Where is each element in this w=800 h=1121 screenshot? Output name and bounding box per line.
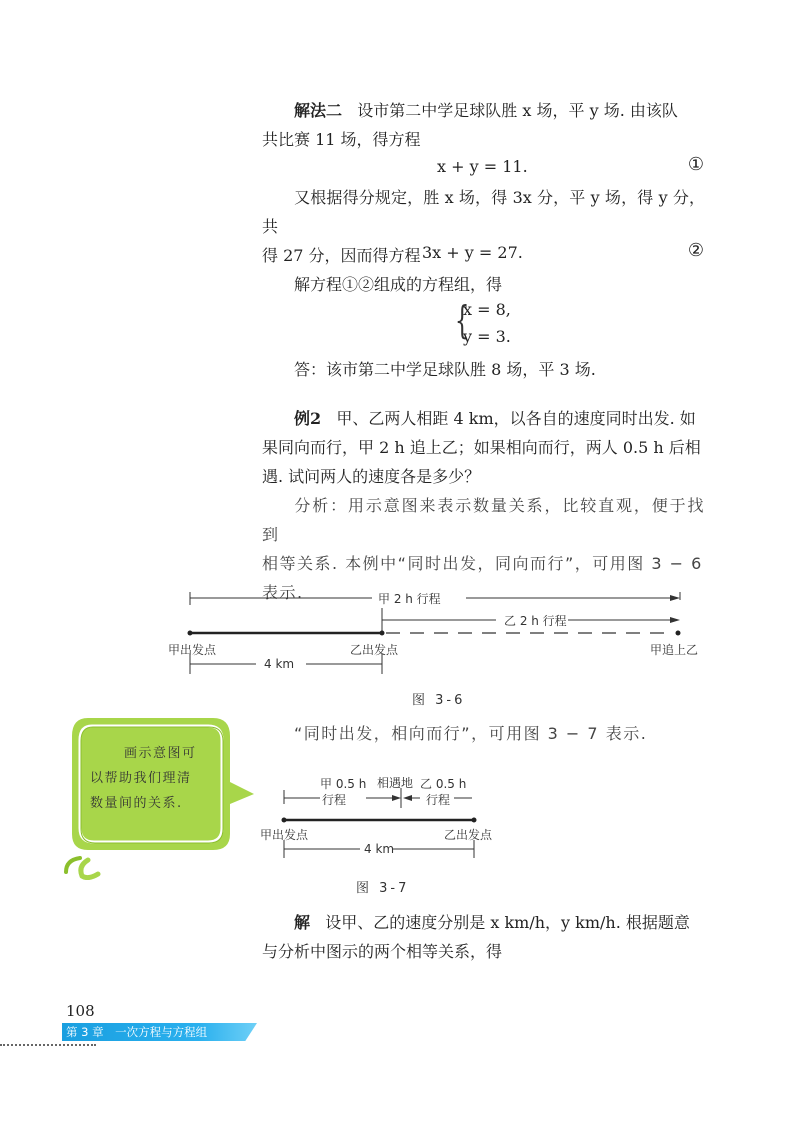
fig37-a-label1: 甲 0.5 h [320, 777, 367, 791]
fig37-b-start: 乙出发点 [444, 828, 493, 842]
fig37-a-label2: 行程 [322, 793, 347, 807]
example2-line3: 遇. 试问两人的速度各是多少？ [262, 467, 481, 486]
figure-3-7 [270, 780, 510, 870]
bubble-text [90, 741, 220, 816]
solution2-label: 解法二 [294, 101, 343, 120]
system-y: y = 3. [463, 327, 511, 346]
solution2-line3: 又根据得分规定，胜 x 场，得 3x 分，平 y 场，得 y 分，共 [262, 188, 705, 236]
fig37-meet: 相遇地 [377, 776, 414, 790]
fig36-dist: 4 km [264, 657, 295, 671]
equation-1: x + y = 11. [437, 157, 528, 176]
example2-line2: 果同向而行，甲 2 h 追上乙；如果相向而行，两人 0.5 h 后相 [262, 438, 701, 457]
fig36-mid-label: 乙 2 h 行程 [504, 614, 567, 628]
fig37-a-start: 甲出发点 [260, 828, 309, 842]
fig36-top-label: 甲 2 h 行程 [378, 592, 441, 606]
equation-1-mark: ① [687, 154, 704, 175]
solution-line2: 与分析中图示的两个相等关系，得 [262, 942, 503, 961]
fig37-dist: 4 km [364, 842, 395, 856]
fig36-meet: 甲追上乙 [650, 643, 699, 657]
solution2-answer: 答：该市第二中学足球队胜 8 场，平 3 场. [294, 360, 596, 379]
page-number: 108 [66, 1002, 95, 1020]
example2-line1: 甲、乙两人相距 4 km，以各自的速度同时出发. 如 [336, 409, 696, 428]
solution-label: 解 [294, 913, 311, 932]
bubble-line3: 数量间的关系. [90, 796, 183, 811]
solution2-line5: 解方程①②组成的方程组，得 [294, 275, 503, 294]
solution2-line4: 得 27 分，因而得方程 [262, 246, 421, 265]
fig37-b-label1: 乙 0.5 h [420, 777, 467, 791]
fig37-caption: 图 3-7 [356, 881, 410, 896]
fig36-caption: 图 3-6 [412, 693, 466, 708]
equation-2: 3x + y = 27. [422, 243, 523, 262]
system-brace: { [454, 298, 470, 342]
example2-label: 例2 [294, 409, 322, 428]
fig37-b-label2: 行程 [426, 793, 451, 807]
analysis-line1: 分析：用示意图来表示数量关系，比较直观，便于找到 [262, 496, 705, 544]
system-x: x = 8, [463, 300, 511, 319]
solution2-para3 [262, 270, 705, 299]
bubble-line2: 以帮助我们理清 [90, 771, 192, 786]
solution-text [262, 908, 705, 966]
fig37-intro: “同时出发，相向而行”，可用图 3 − 7 表示. [294, 724, 648, 743]
analysis-line3: 表示. [262, 583, 304, 602]
fig36-a-start: 甲出发点 [168, 643, 217, 657]
solution2-para1 [262, 96, 705, 154]
chapter-label: 第 3 章 一次方程与方程组 [66, 1025, 208, 1039]
equation-2-mark: ② [687, 240, 704, 261]
fig36-b-start: 乙出发点 [350, 643, 399, 657]
solution2-line2: 共比赛 11 场，得方程 [262, 130, 421, 149]
solution2-line1: 设市第二中学足球队胜 x 场，平 y 场. 由该队 [357, 101, 678, 120]
solution-line1: 设甲、乙的速度分别是 x km/h，y km/h. 根据题意 [325, 913, 690, 932]
footer-dots [0, 1044, 96, 1046]
analysis-line2: 相等关系. 本例中“同时出发，同向而行”，可用图 3 − 6 [262, 554, 703, 573]
example2-text [262, 404, 705, 491]
bubble-line1: 画示意图可 [124, 746, 197, 761]
